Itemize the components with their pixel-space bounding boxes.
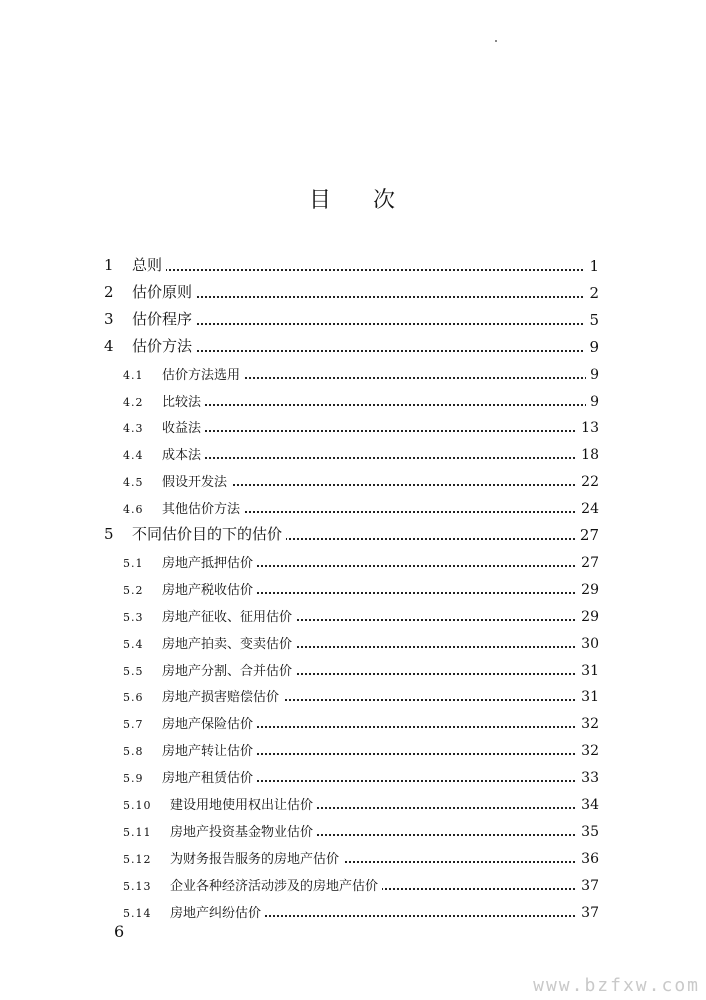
toc-entry[interactable]	[0, 842, 706, 868]
toc-entry-label: 房地产税收估价	[162, 579, 257, 598]
toc-entry-label: 估价原则	[132, 281, 196, 302]
toc-entry-label: 估价方法	[132, 335, 196, 356]
toc-entry-page: 1	[585, 257, 599, 275]
toc-entry[interactable]	[0, 250, 706, 276]
toc-entry-page: 36	[577, 851, 599, 867]
toc-entry-number: 5.13	[123, 879, 152, 893]
toc-entry[interactable]	[0, 411, 706, 437]
toc-entry-page: 9	[586, 394, 599, 410]
toc-entry-number: 5.12	[123, 852, 152, 866]
toc-entry-label: 房地产投资基金物业估价	[170, 821, 317, 840]
toc-entry-label: 成本法	[162, 444, 205, 463]
toc-leader-dots	[172, 430, 591, 432]
toc-entry-number: 5.9	[123, 772, 144, 786]
toc-entry-page: 13	[577, 420, 599, 436]
toc-entry-number: 5.14	[123, 906, 152, 920]
toc-entry-number: 4.4	[123, 449, 144, 463]
toc-entry-number: 5.7	[123, 718, 144, 732]
toc-entry-page: 27	[577, 555, 599, 571]
toc-entry[interactable]	[0, 358, 706, 384]
toc-entry-number: 3	[104, 309, 114, 328]
toc-entry[interactable]	[0, 546, 706, 572]
toc-entry-label: 房地产抵押估价	[162, 552, 257, 571]
toc-entry-number: 4.5	[123, 476, 144, 490]
toc-entry-number: 4	[104, 336, 114, 355]
toc-leader-dots	[142, 323, 591, 325]
toc-entry[interactable]	[0, 707, 706, 733]
toc-entry-page: 32	[577, 743, 599, 759]
toc-entry-label: 收益法	[162, 417, 205, 436]
toc-leader-dots	[142, 350, 591, 352]
toc-entry[interactable]	[0, 600, 706, 626]
toc-entry-page: 31	[577, 663, 599, 679]
toc-entry-label: 估价方法选用	[162, 364, 244, 383]
toc-entry-label: 房地产租赁估价	[162, 767, 257, 786]
toc-entry[interactable]	[0, 331, 706, 357]
toc-entry[interactable]	[0, 465, 706, 491]
watermark-text: www.bzfxw.com	[533, 975, 700, 996]
toc-entry[interactable]	[0, 761, 706, 787]
toc-entry-label: 房地产转让估价	[162, 740, 257, 759]
scan-speck	[495, 40, 497, 42]
toc-entry-number: 5	[104, 525, 114, 543]
toc-entry-number: 5.1	[123, 556, 144, 570]
toc-entry-page: 29	[577, 582, 599, 598]
toc-entry[interactable]	[0, 277, 706, 303]
toc-entry[interactable]	[0, 492, 706, 518]
toc-entry-page: 29	[577, 609, 599, 625]
toc-entry-number: 5.8	[123, 745, 144, 759]
toc-entry-number: 4.6	[123, 503, 144, 517]
toc-entry-page: 2	[585, 284, 599, 302]
toc-entry[interactable]	[0, 869, 706, 895]
toc-entry[interactable]	[0, 438, 706, 464]
toc-entry[interactable]	[0, 680, 706, 706]
toc-entry-label: 估价程序	[132, 308, 196, 329]
toc-entry-number: 4.1	[123, 368, 144, 382]
toc-leader-dots	[142, 296, 591, 298]
toc-entry[interactable]	[0, 304, 706, 330]
toc-entry-page: 32	[577, 716, 599, 732]
toc-entry-number: 4.3	[123, 422, 144, 436]
toc-entry-page: 9	[586, 367, 599, 383]
toc-entry-page: 9	[585, 338, 599, 356]
toc-entry-page: 35	[577, 824, 599, 840]
toc-entry-label: 不同估价目的下的估价	[132, 523, 286, 544]
toc-entry-label: 房地产损害赔偿估价	[162, 686, 283, 705]
page-number: 6	[114, 922, 125, 941]
toc-entry-page: 5	[585, 311, 599, 329]
toc-entry-page: 22	[577, 474, 599, 490]
toc-entry-number: 4.2	[123, 395, 144, 409]
toc-entry-page: 30	[577, 636, 599, 652]
toc-entry-label: 为财务报告服务的房地产估价	[170, 848, 343, 867]
toc-entry[interactable]	[0, 519, 706, 545]
toc-leader-dots	[142, 269, 591, 271]
page-title: 目次	[308, 188, 437, 213]
toc-leader-dots	[172, 457, 591, 459]
toc-entry-page: 37	[577, 905, 599, 921]
toc-entry-label: 房地产拍卖、变卖估价	[162, 633, 296, 652]
toc-entry-page: 18	[577, 447, 599, 463]
toc-entry[interactable]	[0, 896, 706, 922]
toc-entry-page: 34	[577, 797, 599, 813]
toc-entry-number: 5.11	[123, 825, 152, 839]
toc-entry-label: 比较法	[162, 391, 205, 410]
toc-entry-label: 假设开发法	[162, 471, 231, 490]
toc-entry[interactable]	[0, 385, 706, 411]
toc-entry-page: 27	[576, 526, 599, 544]
toc-entry[interactable]	[0, 815, 706, 841]
toc-entry-page: 37	[577, 878, 599, 894]
toc-entry-page: 31	[577, 689, 599, 705]
toc-entry-label: 建设用地使用权出让估价	[170, 794, 317, 813]
toc-leader-dots	[172, 484, 591, 486]
toc-entry-number: 5.5	[123, 664, 144, 678]
toc-entry-number: 5.6	[123, 691, 144, 705]
toc-entry-label: 总则	[132, 254, 166, 275]
toc-entry-label: 其他估价方法	[162, 498, 244, 517]
toc-entry-label: 房地产征收、征用估价	[162, 606, 296, 625]
toc-leader-dots	[172, 404, 591, 406]
toc-entry-number: 2	[104, 282, 114, 301]
toc-entry-number: 5.10	[123, 799, 152, 812]
toc-entry-number: 5.2	[123, 583, 144, 597]
toc-entry-label: 房地产纠纷估价	[170, 902, 265, 921]
toc-entry-page: 33	[577, 770, 599, 786]
toc-entry-label: 房地产保险估价	[162, 713, 257, 732]
toc-entry-label: 房地产分割、合并估价	[162, 660, 296, 679]
toc-entry[interactable]	[0, 627, 706, 653]
toc-entry-number: 5.3	[123, 610, 144, 624]
toc-entry-number: 5.4	[123, 637, 144, 651]
toc-entry-label: 企业各种经济活动涉及的房地产估价	[170, 875, 382, 894]
toc-entry[interactable]	[0, 734, 706, 760]
toc-entry[interactable]	[0, 573, 706, 599]
toc-entry-page: 24	[577, 501, 599, 517]
toc-entry-number: 1	[104, 256, 114, 274]
toc-entry[interactable]	[0, 654, 706, 680]
toc-entry[interactable]	[0, 788, 706, 814]
